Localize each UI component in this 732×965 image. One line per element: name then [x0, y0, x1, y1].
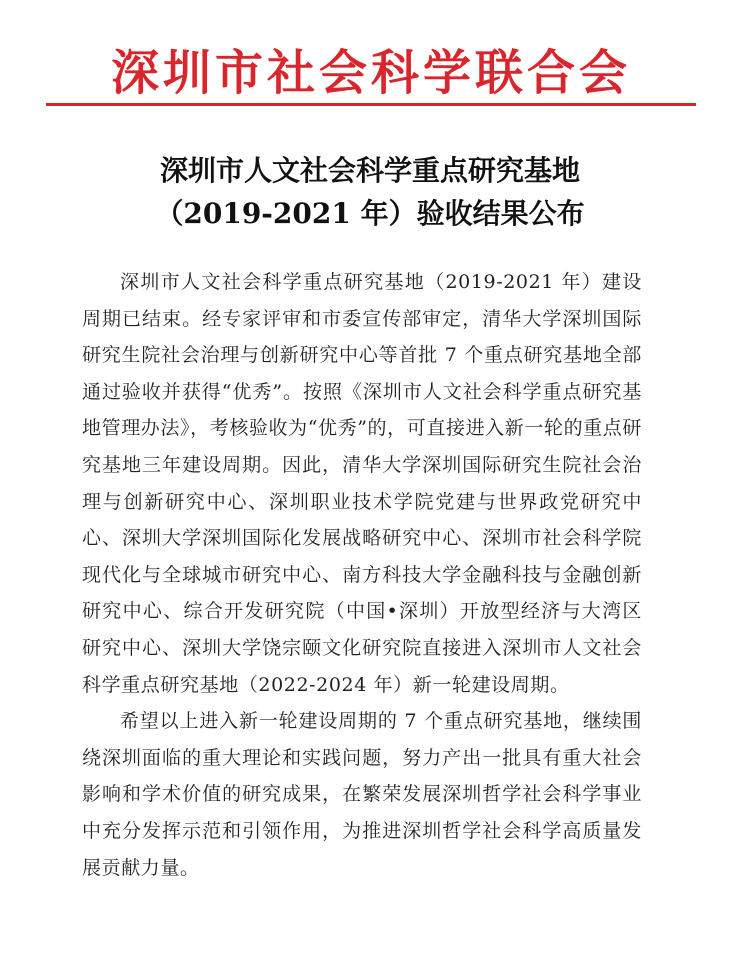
document-body: [82, 264, 642, 886]
body-paragraph-1: 深圳市人文社会科学重点研究基地（2019-2021 年）建设周期已结束。经专家评审和市委宣传部审定，清华大学深圳国际研究生院社会治理与创新研究中心等首批 7 个重点研究基地全部通过验收并获得“优秀”。按照《深圳市人文社会科学重点研究基地管理办法》，考核验收为“优秀”的，可直接进入新一轮的重点研究基地三年建设周期。因此，清华大学深圳国际研究生院社会治理与创新研究中心、深圳职业技术学院党建与世界政党研究中心、深圳大学深圳国际化发展战略研究中心、深圳市社会科学院现代化与全球城市研究中心、南方科技大学金融科技与金融创新研究中心、综合开发研究院（中国•深圳）开放型经济与大湾区研究中心、深圳大学饶宗颐文化研究院直接进入深圳市人文社会科学重点研究基地（2022-2024 年）新一轮建设周期。: [82, 271, 642, 696]
body-paragraph-2: 希望以上进入新一轮建设周期的 7 个重点研究基地，继续围绕深圳面临的重大理论和实践问题，努力产出一批具有重大社会影响和学术价值的研究成果，在繁荣发展深圳哲学社会科学事业中充分发挥示范和引领作用，为推进深圳哲学社会科学高质量发展贡献力量。: [82, 710, 642, 879]
letterhead-red-rule: [46, 103, 696, 106]
letterhead-org-name: 深圳市社会科学联合会: [110, 45, 631, 101]
document-title-line-1: 深圳市人文社会科学重点研究基地: [159, 154, 580, 187]
document-title-line-2: （2019-2021 年）验收结果公布: [155, 197, 585, 230]
